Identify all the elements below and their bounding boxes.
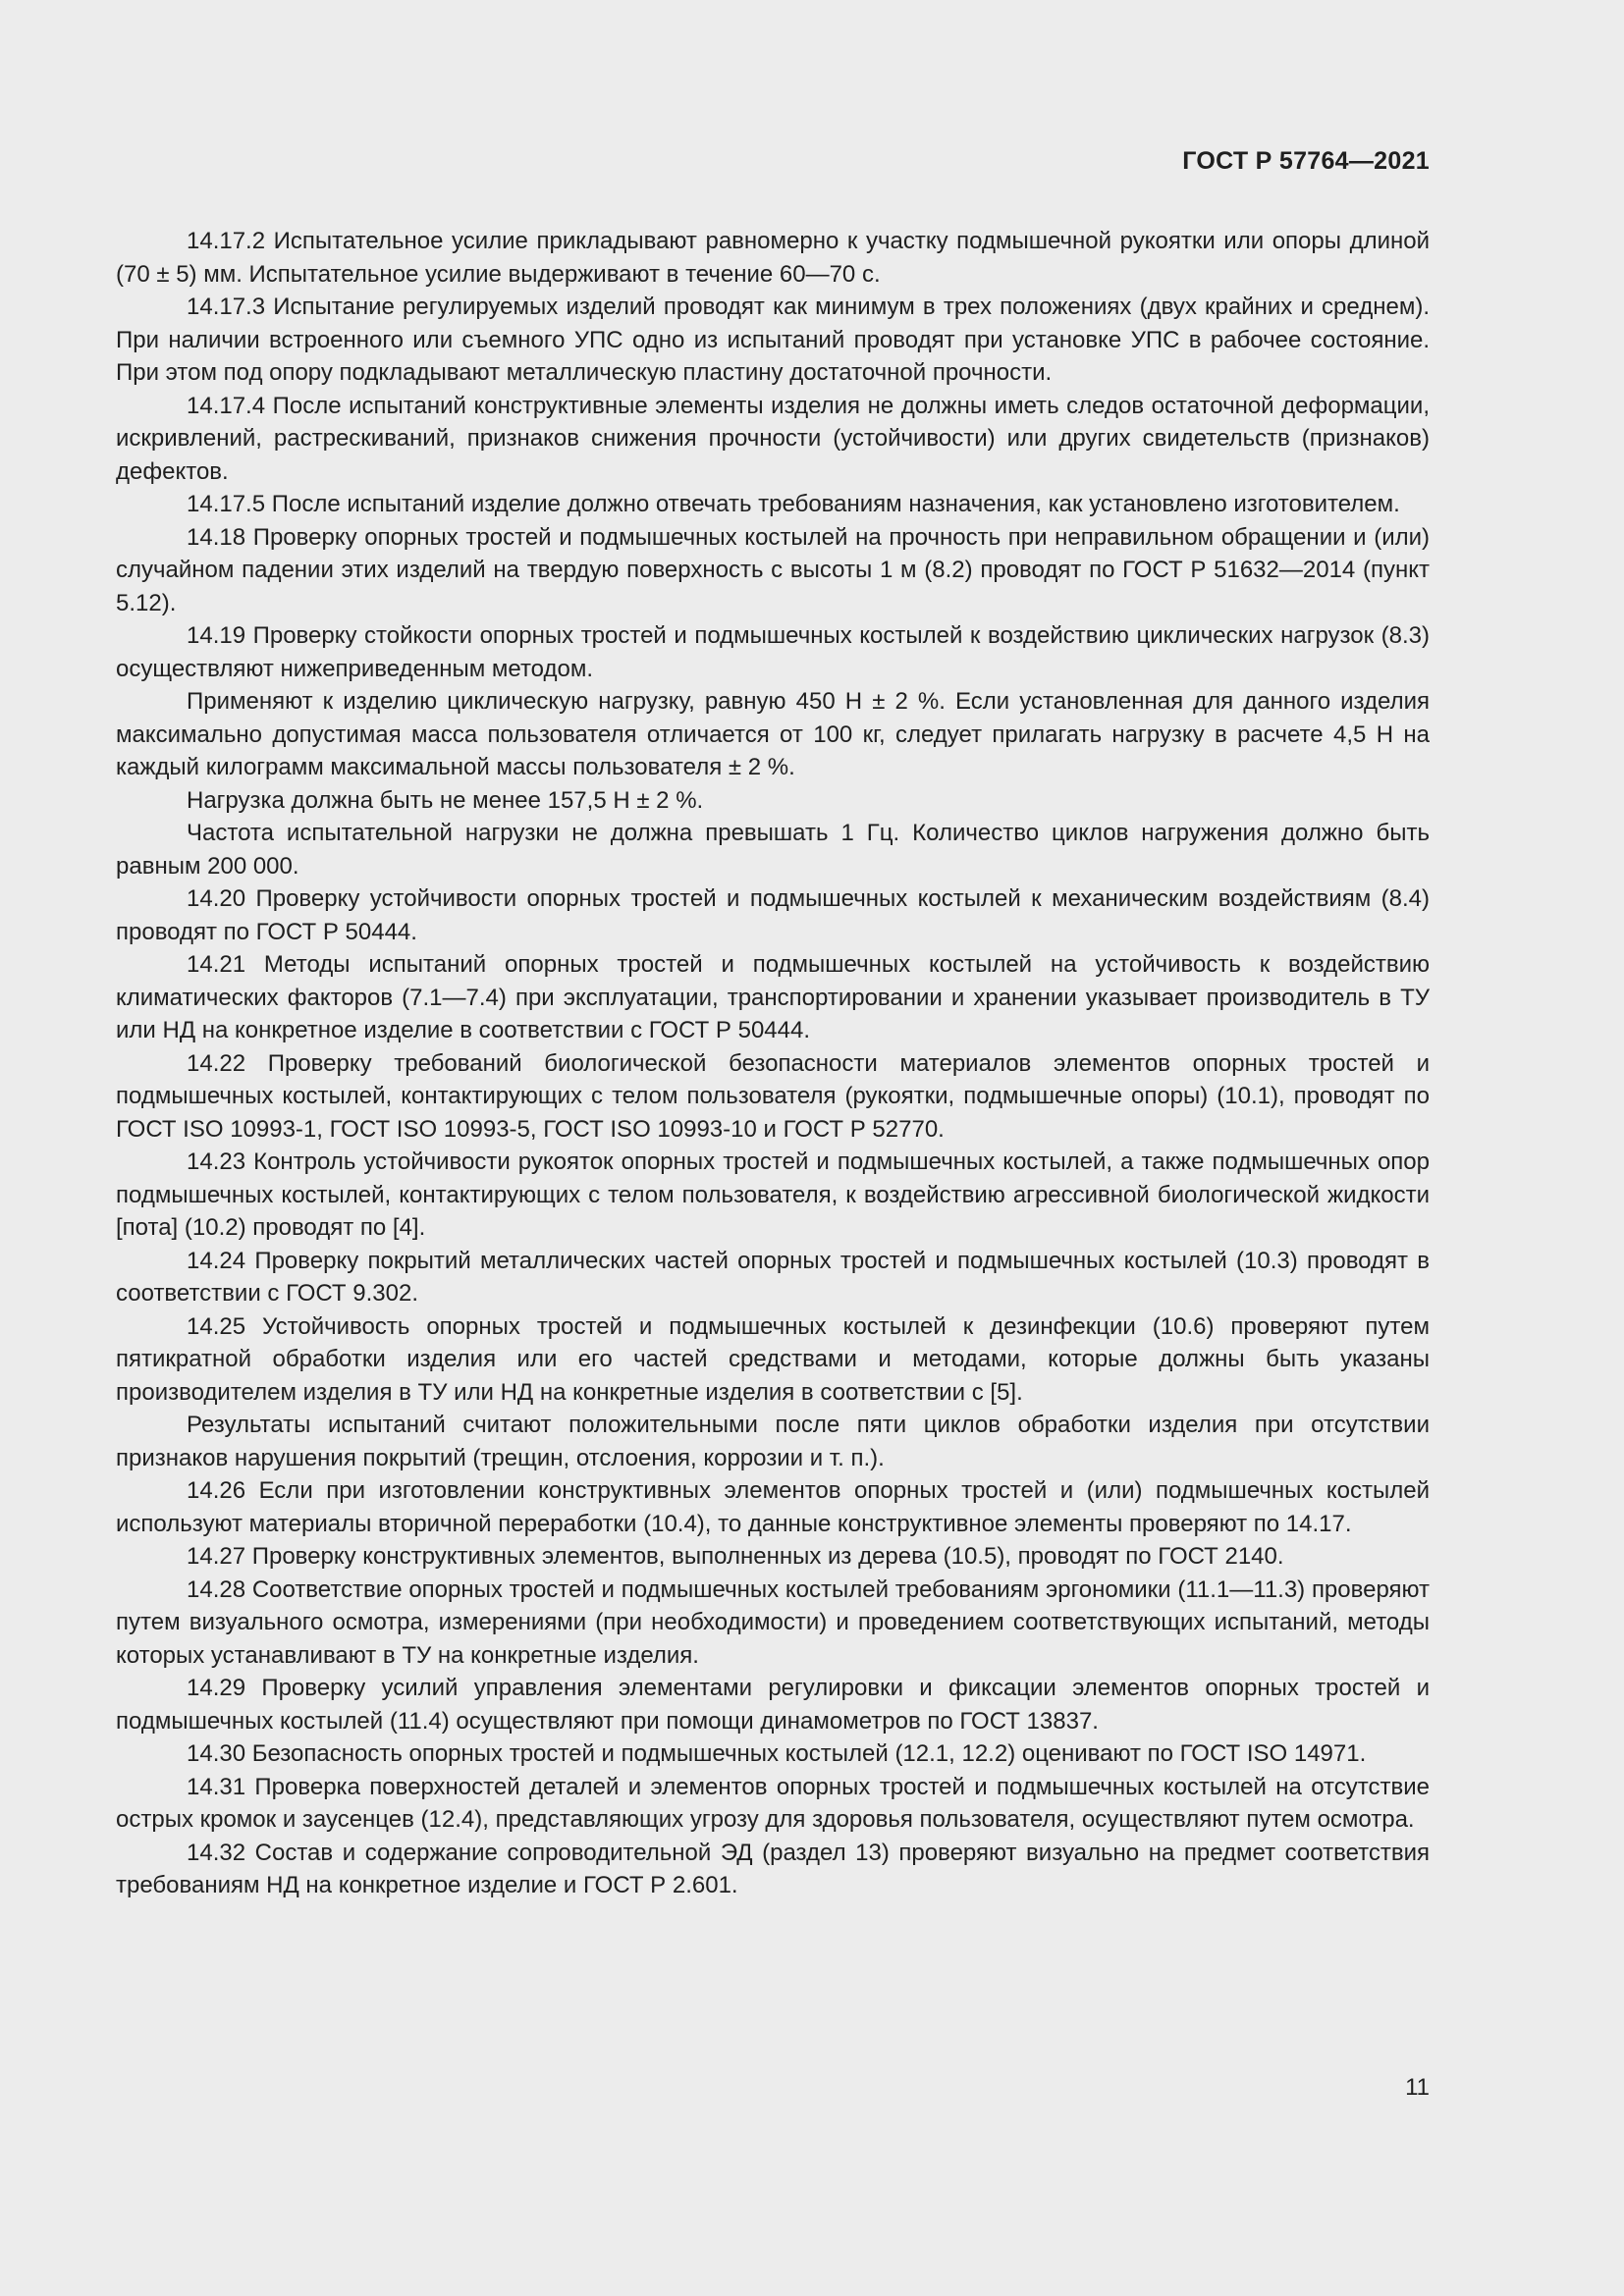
document-code-header: ГОСТ Р 57764—2021 xyxy=(1182,147,1430,175)
paragraph-14-17-5: 14.17.5 После испытаний изделие должно отвечать требованиям назначения, как установлено изготовителем. xyxy=(187,491,1400,517)
paragraph-14-20: 14.20 Проверку устойчивости опорных тростей и подмышечных костылей к механическим воздействиям (8.4) проводят по ГОСТ Р 50444. xyxy=(116,885,1430,945)
paragraph-14-22: 14.22 Проверку требований биологической безопасности материалов элементов опорных тростей и подмышечных костылей, контактирующих с телом пользователя (рукоятки, подмышечные опоры) (10.1), проводят по ГОСТ ISO 10993-1, ГОСТ ISO 10993-5, ГОСТ ISO 10993-10 и ГОСТ Р 52770. xyxy=(116,1049,1430,1143)
paragraph-14-17-4: 14.17.4 После испытаний конструктивные элементы изделия не должны иметь следов остаточной деформации, искривлений, растрескиваний, признаков снижения прочности (устойчивости) или других свидетельств (признаков) дефектов. xyxy=(116,392,1430,485)
paragraph-test-results: Результаты испытаний считают положительными после пяти циклов обработки изделия при отсутствии признаков нарушения покрытий (трещин, отслоения, коррозии и т. п.). xyxy=(116,1412,1430,1471)
paragraph-14-18: 14.18 Проверку опорных тростей и подмышечных костылей на прочность при неправильном обращении и (или) случайном падении этих изделий на твердую поверхность с высоты 1 м (8.2) проводят по ГОСТ Р 51632—2014 (пункт 5.12). xyxy=(116,523,1430,616)
paragraph-14-29: 14.29 Проверку усилий управления элементами регулировки и фиксации элементов опорных тростей и подмышечных костылей (11.4) осуществляют при помощи динамометров по ГОСТ 13837. xyxy=(116,1675,1430,1735)
paragraph-14-17-3: 14.17.3 Испытание регулируемых изделий проводят как минимум в трех положениях (двух крайних и среднем). При наличии встроенного или съемного УПС одно из испытаний проводят при установке УПС в рабочее состояние. При этом под опору подкладывают металлическую пластину достаточной прочности. xyxy=(116,294,1430,386)
paragraph-14-21: 14.21 Методы испытаний опорных тростей и подмышечных костылей на устойчивость к воздействию климатических факторов (7.1—7.4) при эксплуатации, транспортировании и хранении указывает производитель в ТУ или НД на конкретное изделие в соответствии с ГОСТ Р 50444. xyxy=(116,951,1430,1043)
paragraph-min-load: Нагрузка должна быть не менее 157,5 Н ± 2 %. xyxy=(187,786,704,814)
paragraph-14-28: 14.28 Соответствие опорных тростей и подмышечных костылей требованиям эргономики (11.1—11.3) проверяют путем визуального осмотра, измерениями (при необходимости) и проведением соответствующих испытаний, методы которых устанавливают в ТУ на конкретные изделия. xyxy=(116,1575,1430,1669)
paragraph-14-26: 14.26 Если при изготовлении конструктивных элементов опорных тростей и (или) подмышечных костылей используют материалы вторичной переработки (10.4), то данные конструктивное элементы проверяют по 14.17. xyxy=(116,1477,1430,1537)
paragraph-14-24: 14.24 Проверку покрытий металлических частей опорных тростей и подмышечных костылей (10.3) проводят в соответствии с ГОСТ 9.302. xyxy=(116,1247,1430,1307)
page-number: 11 xyxy=(1405,2074,1430,2101)
paragraph-cyclic-load: Применяют к изделию циклическую нагрузку, равную 450 Н ± 2 %. Если установленная для данного изделия максимально допустимая масса пользователя отличается от 100 кг, следует прилагать нагрузку в расчете 4,5 Н на каждый килограмм максимальной массы пользователя ± 2 %. xyxy=(116,688,1430,780)
paragraph-load-frequency: Частота испытательной нагрузки не должна превышать 1 Гц. Количество циклов нагружения должно быть равным 200 000. xyxy=(116,820,1430,880)
paragraph-14-17-2: 14.17.2 Испытательное усилие прикладывают равномерно к участку подмышечной рукоятки или опоры длиной (70 ± 5) мм. Испытательное усилие выдерживают в течение 60—70 с. xyxy=(116,228,1430,288)
document-body xyxy=(116,225,1430,1902)
paragraph-14-30: 14.30 Безопасность опорных тростей и подмышечных костылей (12.1, 12.2) оценивают по ГОСТ ISO 14971. xyxy=(187,1740,1367,1767)
paragraph-14-23: 14.23 Контроль устойчивости рукояток опорных тростей и подмышечных костылей, а также подмышечных опор подмышечных костылей, контактирующих с телом пользователя, к воздействию агрессивной биологической жидкости [пота] (10.2) проводят по [4]. xyxy=(116,1148,1430,1241)
paragraph-14-19: 14.19 Проверку стойкости опорных тростей и подмышечных костылей к воздействию циклических нагрузок (8.3) осуществляют нижеприведенным методом. xyxy=(116,622,1430,682)
paragraph-14-31: 14.31 Проверка поверхностей деталей и элементов опорных тростей и подмышечных костылей на отсутствие острых кромок и заусенцев (12.4), представляющих угрозу для здоровья пользователя, осуществляют путем осмотра. xyxy=(116,1773,1430,1833)
paragraph-14-25: 14.25 Устойчивость опорных тростей и подмышечных костылей к дезинфекции (10.6) проверяют путем пятикратной обработки изделия или его частей средствами и методами, которые должны быть указаны производителем изделия в ТУ или НД на конкретные изделия в соответствии с [5]. xyxy=(116,1312,1430,1406)
paragraph-14-32: 14.32 Состав и содержание сопроводительной ЭД (раздел 13) проверяют визуально на предмет соответствия требованиям НД на конкретное изделие и ГОСТ Р 2.601. xyxy=(116,1839,1430,1898)
paragraph-14-27: 14.27 Проверку конструктивных элементов, выполненных из дерева (10.5), проводят по ГОСТ 2140. xyxy=(187,1543,1284,1570)
